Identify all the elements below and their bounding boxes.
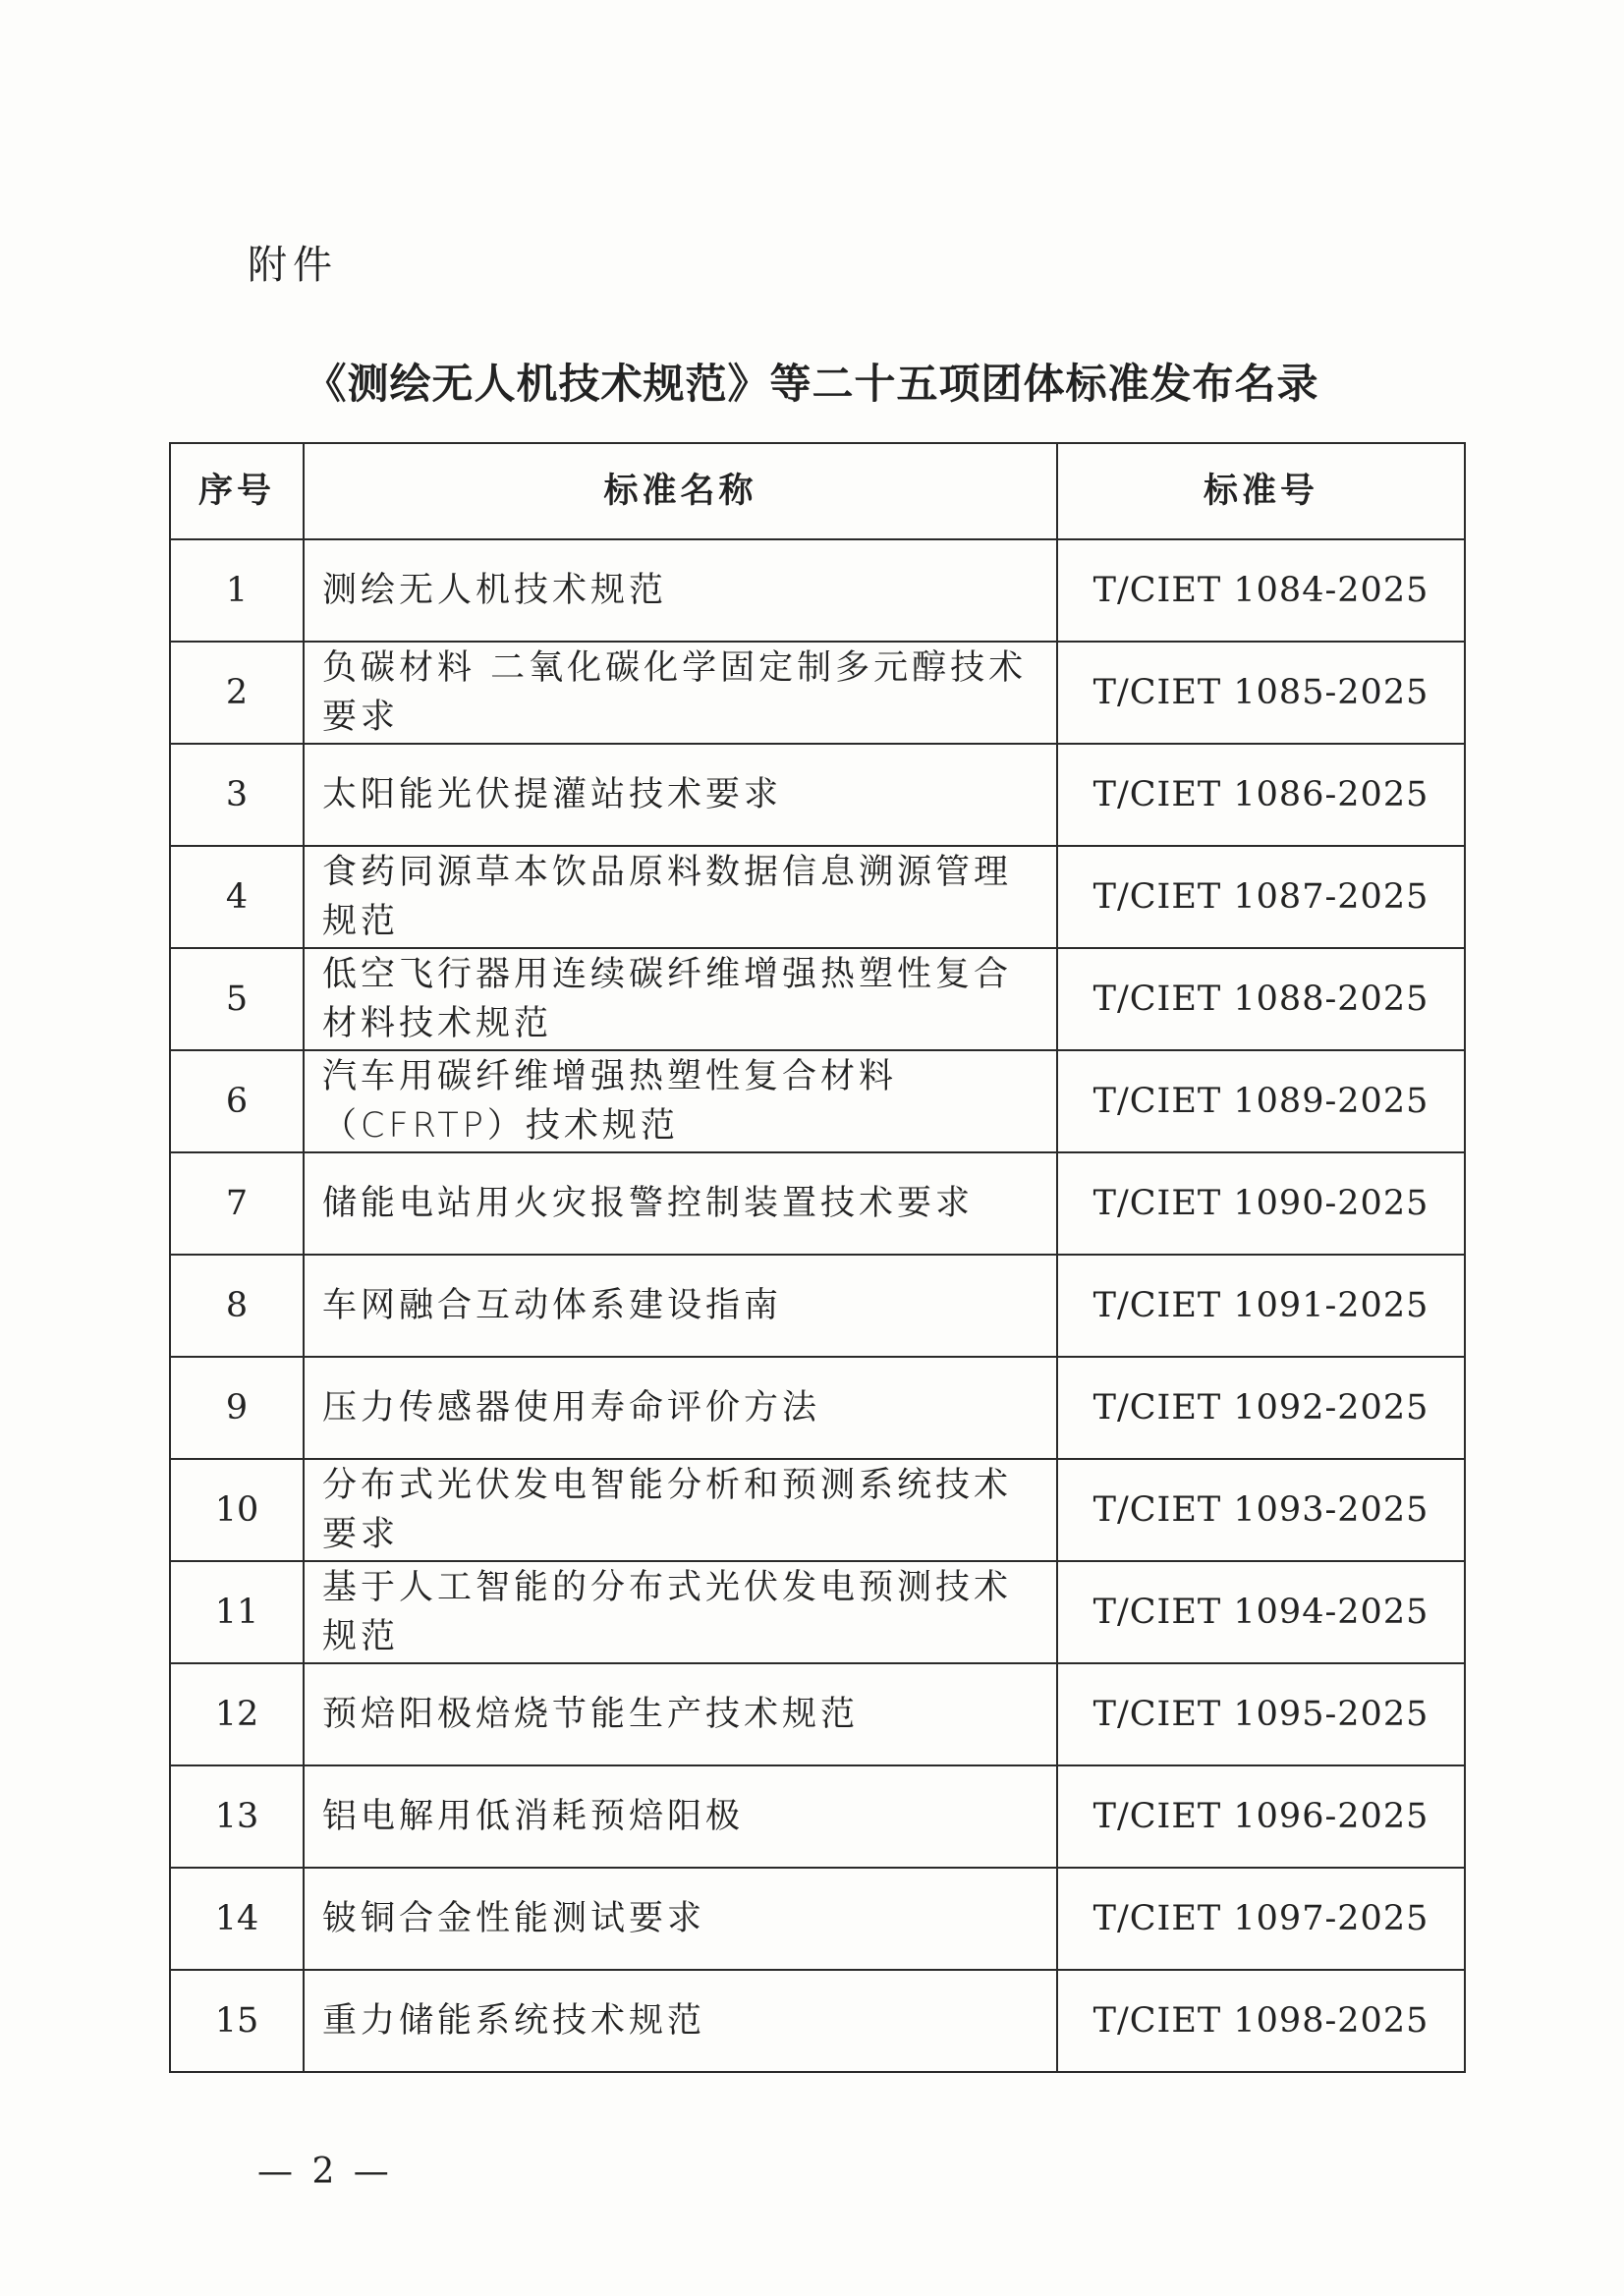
row-index: 11 bbox=[170, 1561, 304, 1663]
row-name: 负碳材料 二氧化碳化学固定制多元醇技术要求 bbox=[304, 642, 1057, 744]
row-code: T/CIET 1086-2025 bbox=[1057, 744, 1465, 846]
row-index: 10 bbox=[170, 1459, 304, 1561]
row-index: 7 bbox=[170, 1152, 304, 1255]
table-row bbox=[170, 1765, 1465, 1868]
row-code: T/CIET 1089-2025 bbox=[1057, 1050, 1465, 1152]
row-name: 汽车用碳纤维增强热塑性复合材料（CFRTP）技术规范 bbox=[304, 1050, 1057, 1152]
table-row bbox=[170, 1561, 1465, 1663]
row-code: T/CIET 1090-2025 bbox=[1057, 1152, 1465, 1255]
row-index: 5 bbox=[170, 948, 304, 1050]
table-row bbox=[170, 1970, 1465, 2072]
row-index: 3 bbox=[170, 744, 304, 846]
row-name: 铍铜合金性能测试要求 bbox=[304, 1868, 1057, 1970]
row-code: T/CIET 1094-2025 bbox=[1057, 1561, 1465, 1663]
row-name: 太阳能光伏提灌站技术要求 bbox=[304, 744, 1057, 846]
table-row bbox=[170, 1868, 1465, 1970]
row-code: T/CIET 1084-2025 bbox=[1057, 539, 1465, 642]
row-name: 压力传感器使用寿命评价方法 bbox=[304, 1357, 1057, 1459]
row-index: 6 bbox=[170, 1050, 304, 1152]
row-index: 1 bbox=[170, 539, 304, 642]
row-code: T/CIET 1085-2025 bbox=[1057, 642, 1465, 744]
table-row bbox=[170, 1152, 1465, 1255]
row-code: T/CIET 1098-2025 bbox=[1057, 1970, 1465, 2072]
table-row bbox=[170, 1357, 1465, 1459]
table-row bbox=[170, 1050, 1465, 1152]
row-name: 重力储能系统技术规范 bbox=[304, 1970, 1057, 2072]
row-index: 2 bbox=[170, 642, 304, 744]
row-index: 15 bbox=[170, 1970, 304, 2072]
row-code: T/CIET 1097-2025 bbox=[1057, 1868, 1465, 1970]
table-row bbox=[170, 846, 1465, 948]
row-index: 9 bbox=[170, 1357, 304, 1459]
row-name: 铝电解用低消耗预焙阳极 bbox=[304, 1765, 1057, 1868]
table-row bbox=[170, 948, 1465, 1050]
table-row bbox=[170, 539, 1465, 642]
row-code: T/CIET 1087-2025 bbox=[1057, 846, 1465, 948]
table-row bbox=[170, 1255, 1465, 1357]
table-row bbox=[170, 744, 1465, 846]
row-code: T/CIET 1092-2025 bbox=[1057, 1357, 1465, 1459]
header-name: 标准名称 bbox=[304, 443, 1057, 539]
standards-table bbox=[169, 442, 1466, 2073]
table-row bbox=[170, 1663, 1465, 1765]
row-index: 13 bbox=[170, 1765, 304, 1868]
row-code: T/CIET 1095-2025 bbox=[1057, 1663, 1465, 1765]
row-name: 食药同源草本饮品原料数据信息溯源管理规范 bbox=[304, 846, 1057, 948]
page-number: — 2 — bbox=[257, 2152, 393, 2192]
header-code: 标准号 bbox=[1057, 443, 1465, 539]
row-name: 低空飞行器用连续碳纤维增强热塑性复合材料技术规范 bbox=[304, 948, 1057, 1050]
row-code: T/CIET 1096-2025 bbox=[1057, 1765, 1465, 1868]
row-code: T/CIET 1088-2025 bbox=[1057, 948, 1465, 1050]
header-index: 序号 bbox=[170, 443, 304, 539]
row-index: 14 bbox=[170, 1868, 304, 1970]
row-name: 储能电站用火灾报警控制装置技术要求 bbox=[304, 1152, 1057, 1255]
row-index: 4 bbox=[170, 846, 304, 948]
row-name: 分布式光伏发电智能分析和预测系统技术要求 bbox=[304, 1459, 1057, 1561]
table-row bbox=[170, 642, 1465, 744]
row-name: 预焙阳极焙烧节能生产技术规范 bbox=[304, 1663, 1057, 1765]
document-title: 《测绘无人机技术规范》等二十五项团体标准发布名录 bbox=[305, 360, 1319, 408]
row-name: 测绘无人机技术规范 bbox=[304, 539, 1057, 642]
table-row bbox=[170, 1459, 1465, 1561]
table-header-row bbox=[170, 443, 1465, 539]
row-name: 车网融合互动体系建设指南 bbox=[304, 1255, 1057, 1357]
row-name: 基于人工智能的分布式光伏发电预测技术规范 bbox=[304, 1561, 1057, 1663]
row-code: T/CIET 1091-2025 bbox=[1057, 1255, 1465, 1357]
row-index: 12 bbox=[170, 1663, 304, 1765]
row-code: T/CIET 1093-2025 bbox=[1057, 1459, 1465, 1561]
row-index: 8 bbox=[170, 1255, 304, 1357]
attachment-label: 附件 bbox=[248, 243, 338, 288]
